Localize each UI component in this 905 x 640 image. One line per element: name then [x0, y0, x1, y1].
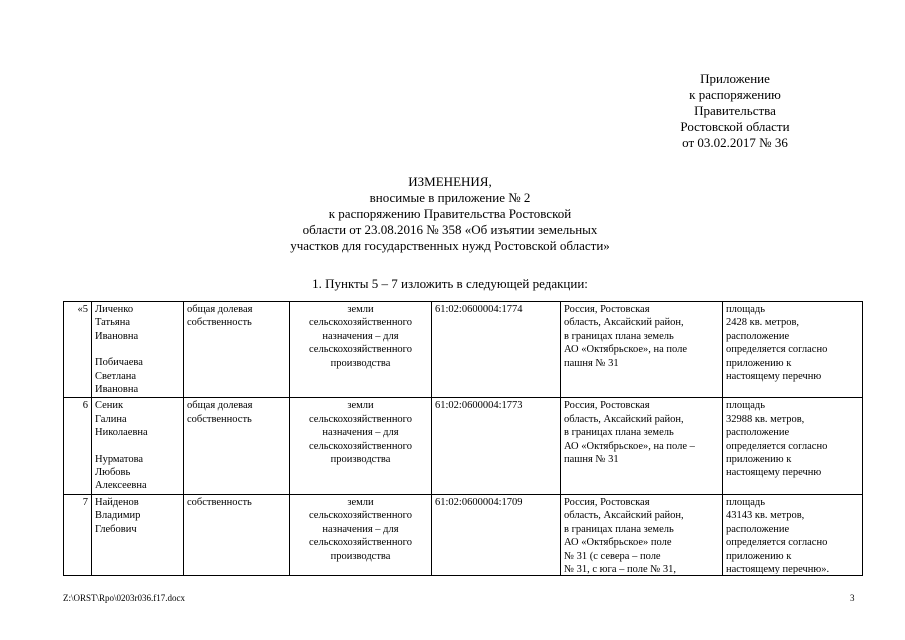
category-line: сельскохозяйственного	[309, 317, 412, 329]
table-row	[64, 398, 863, 494]
category-line: земли	[347, 400, 374, 412]
table-row	[64, 494, 863, 575]
land-plots-table	[63, 301, 863, 576]
heading-title: ИЗМЕНЕНИЯ,	[408, 174, 492, 189]
location-line: область, Аксайский район,	[564, 510, 684, 522]
owner-name-line: Нурматова	[95, 453, 144, 465]
location-line: пашня № 31	[564, 454, 619, 466]
category-line: назначения – для	[322, 427, 399, 439]
right-type-cell	[184, 302, 290, 398]
cadastral-number: 61:02:0600004:1773	[432, 398, 561, 494]
owner-name-line: Ивановна	[95, 384, 139, 396]
appendix-line: Ростовской области	[680, 119, 790, 134]
row-number: 6	[64, 398, 92, 494]
area-line: приложению к	[726, 550, 792, 562]
owner-name-line: Побичаева	[95, 357, 143, 369]
area-line: расположение	[726, 523, 790, 535]
heading-line: участков для государственных нужд Ростовской области»	[290, 238, 610, 253]
owner-name-line: Глебович	[95, 523, 137, 535]
area-line: 32988 кв. метров,	[726, 413, 805, 425]
location-line: Россия, Ростовская	[564, 400, 650, 412]
heading-line: вносимые в приложение № 2	[369, 190, 531, 205]
area-line: настоящему перечню».	[726, 563, 830, 574]
area-line: определяется согласно	[726, 344, 828, 356]
location-line: в границах плана земель	[564, 330, 674, 342]
page-number: 3	[850, 593, 855, 603]
area-line: площадь	[726, 304, 765, 315]
location-line: АО «Октябрьское», на поле –	[564, 440, 695, 452]
location-line: АО «Октябрьское» поле	[564, 537, 672, 549]
appendix-line: к распоряжению	[689, 87, 781, 102]
category-line: сельскохозяйственного	[309, 440, 412, 452]
row-number: 7	[64, 494, 92, 575]
area-line: расположение	[726, 330, 790, 342]
category-line: производства	[330, 550, 391, 562]
right-type-line: общая долевая	[187, 400, 253, 412]
area-line: приложению к	[726, 454, 792, 466]
location-line: АО «Октябрьское», на поле	[564, 344, 688, 356]
heading-line: к распоряжению Правительства Ростовской	[328, 206, 572, 221]
appendix-block	[620, 71, 850, 151]
area-line: площадь	[726, 400, 765, 412]
right-type-cell	[184, 398, 290, 494]
location-cell	[561, 494, 723, 575]
owner-name-line: Личенко	[95, 304, 134, 315]
right-type-line: собственность	[187, 496, 252, 508]
right-type-line: общая долевая	[187, 304, 253, 315]
location-line: область, Аксайский район,	[564, 317, 684, 329]
location-line: Россия, Ростовская	[564, 496, 650, 508]
area-line: настоящему перечню	[726, 467, 822, 479]
right-type-line: собственность	[187, 413, 252, 425]
category-line: сельскохозяйственного	[309, 413, 412, 425]
cadastral-number: 61:02:0600004:1709	[432, 494, 561, 575]
owner-name-line: Галина	[95, 413, 127, 425]
location-line: № 31, с юга – поле № 31,	[564, 563, 677, 574]
owner-name-line: Сеник	[95, 400, 124, 412]
category-line: сельскохозяйственного	[309, 344, 412, 356]
area-line: определяется согласно	[726, 537, 828, 549]
area-line: определяется согласно	[726, 440, 828, 452]
instruction-text: 1. Пункты 5 – 7 изложить в следующей редакции:	[312, 276, 588, 291]
location-cell	[561, 302, 723, 398]
owner-name-line: Владимир	[95, 510, 141, 522]
right-type-line: собственность	[187, 317, 252, 329]
owner-name-line: Любовь	[95, 467, 131, 479]
location-line: область, Аксайский район,	[564, 413, 684, 425]
table-row	[64, 302, 863, 398]
location-line: в границах плана земель	[564, 427, 674, 439]
row-number: «5	[64, 302, 92, 398]
category-line: сельскохозяйственного	[309, 510, 412, 522]
location-line: в границах плана земель	[564, 523, 674, 535]
area-line: настоящему перечню	[726, 371, 822, 383]
area-line: 43143 кв. метров,	[726, 510, 805, 522]
area-line: 2428 кв. метров,	[726, 317, 800, 329]
location-line: пашня № 31	[564, 357, 619, 369]
category-line: земли	[347, 304, 374, 315]
location-cell	[561, 398, 723, 494]
appendix-line: Правительства	[694, 103, 776, 118]
land-category-cell	[290, 398, 432, 494]
category-line: назначения – для	[322, 330, 399, 342]
appendix-line: Приложение	[700, 71, 770, 86]
location-line: Россия, Ростовская	[564, 304, 650, 315]
category-line: земли	[347, 496, 374, 508]
owners-cell	[92, 494, 184, 575]
area-cell	[723, 398, 863, 494]
location-line: № 31 (с севера – поле	[564, 550, 661, 562]
area-cell	[723, 302, 863, 398]
owner-name-line: Ивановна	[95, 330, 139, 342]
cadastral-number: 61:02:0600004:1774	[432, 302, 561, 398]
document-heading	[140, 174, 760, 254]
land-category-cell	[290, 302, 432, 398]
land-category-cell	[290, 494, 432, 575]
owner-name-line: Светлана	[95, 370, 137, 382]
category-line: назначения – для	[322, 523, 399, 535]
owner-name-line: Татьяна	[95, 317, 131, 329]
heading-line: области от 23.08.2016 № 358 «Об изъятии земельных	[302, 222, 598, 237]
owners-cell	[92, 398, 184, 494]
footer-file-path: Z:\ORST\Rpo\0203r036.f17.docx	[63, 593, 185, 603]
right-type-cell	[184, 494, 290, 575]
category-line: производства	[330, 357, 391, 369]
owner-name-line: Найденов	[95, 496, 139, 508]
owner-name-line: Николаевна	[95, 427, 148, 439]
owners-cell	[92, 302, 184, 398]
owner-name-line: Алексеевна	[95, 480, 147, 492]
area-line: расположение	[726, 427, 790, 439]
appendix-date-line: от 03.02.2017 № 36	[682, 135, 788, 150]
category-line: производства	[330, 454, 391, 466]
area-line: площадь	[726, 496, 765, 508]
area-cell	[723, 494, 863, 575]
category-line: сельскохозяйственного	[309, 537, 412, 549]
area-line: приложению к	[726, 357, 792, 369]
